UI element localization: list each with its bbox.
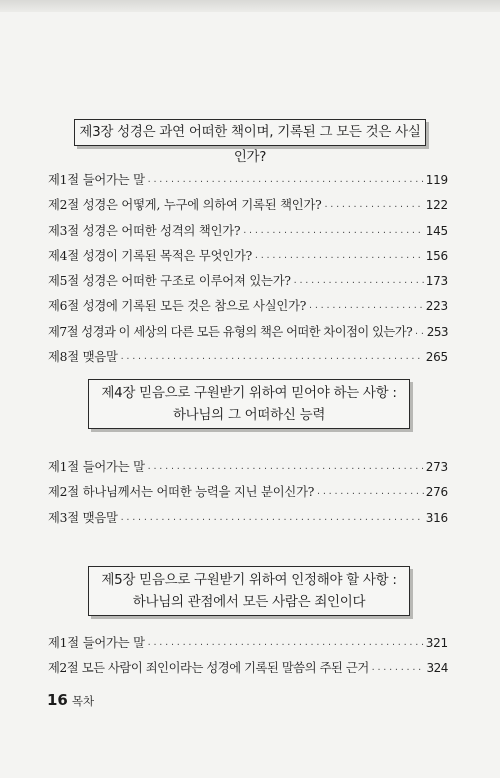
dot-leader [414, 329, 425, 338]
toc-entry-page: 156 [425, 248, 448, 263]
dot-leader [293, 278, 424, 287]
chapter-5-toc [48, 633, 448, 684]
chapter-5-heading-box [88, 566, 410, 616]
chapter-3-toc [48, 170, 448, 372]
dot-leader [147, 640, 424, 649]
chapter-4-toc [48, 457, 448, 533]
toc-entry-title: 제4절 성경이 기록된 목적은 무엇인가? [48, 248, 253, 263]
toc-entry-page: 321 [425, 636, 448, 650]
toc-entry-page: 273 [425, 460, 448, 474]
toc-entry[interactable] [48, 508, 448, 533]
toc-entry-title: 제7절 성경과 이 세상의 다른 모든 유형의 책은 어떠한 차이점이 있는가? [48, 324, 413, 339]
toc-entry-page: 324 [426, 661, 448, 676]
toc-entry[interactable] [48, 658, 448, 683]
toc-entry[interactable] [48, 170, 448, 195]
dot-leader [316, 489, 424, 498]
toc-entry-title: 제2절 모든 사람이 죄인이라는 성경에 기록된 말씀의 주된 근거 [48, 661, 369, 676]
toc-entry[interactable] [48, 457, 448, 482]
toc-entry-title: 제1절 들어가는 말 [48, 173, 145, 187]
toc-entry-title: 제6절 성경에 기록된 모든 것은 참으로 사실인가? [48, 299, 307, 314]
toc-entry-page: 223 [425, 299, 448, 314]
chapter-4-heading-box [88, 379, 410, 429]
toc-entry[interactable] [48, 271, 448, 296]
dot-leader [147, 177, 424, 186]
toc-entry[interactable] [48, 221, 448, 246]
chapter-5-heading-line-2: 하나님의 관점에서 모든 사람은 죄인이다 [132, 594, 366, 610]
toc-entry-title: 제1절 들어가는 말 [48, 460, 145, 474]
top-shadow [0, 0, 500, 12]
toc-entry-page: 316 [425, 510, 448, 525]
dot-leader [120, 354, 424, 363]
dot-leader [147, 464, 424, 473]
toc-entry[interactable] [48, 347, 448, 372]
toc-entry-title: 제8절 맺음말 [48, 350, 118, 365]
chapter-3-heading: 제3장 성경은 과연 어떠한 책이며, 기록된 그 모든 것은 사실인가? [79, 124, 421, 165]
chapter-4-heading-line-2: 하나님의 그 어떠하신 능력 [172, 407, 326, 423]
toc-entry-page: 253 [426, 324, 448, 339]
toc-entry-title: 제3절 맺음말 [48, 510, 118, 525]
page-number: 16 [47, 691, 68, 709]
toc-entry-page: 265 [425, 350, 448, 365]
toc-entry-title: 제2절 하나님께서는 어떠한 능력을 지닌 분이신가? [48, 485, 315, 500]
toc-entry[interactable] [48, 296, 448, 321]
toc-entry[interactable] [48, 482, 448, 507]
toc-entry-title: 제3절 성경은 어떠한 성격의 책인가? [48, 223, 241, 238]
chapter-4-heading-line-1: 제4장 믿음으로 구원받기 위하여 믿어야 하는 사항 : [101, 385, 397, 401]
toc-entry-page: 145 [425, 223, 448, 238]
toc-entry-page: 276 [425, 485, 448, 500]
toc-entry-page: 173 [425, 274, 448, 289]
toc-entry-page: 119 [425, 173, 448, 187]
page-footer [47, 690, 94, 709]
chapter-3-heading-box [74, 119, 426, 165]
toc-entry-page: 122 [425, 198, 448, 213]
dot-leader [371, 665, 425, 674]
dot-leader [120, 515, 424, 524]
dot-leader [242, 228, 423, 237]
running-footer-label: 목차 [71, 694, 95, 708]
dot-leader [308, 303, 424, 312]
toc-entry[interactable] [48, 195, 448, 220]
chapter-5-heading-line-1: 제5장 믿음으로 구원받기 위하여 인정해야 할 사항 : [101, 572, 397, 588]
toc-entry-title: 제1절 들어가는 말 [48, 636, 145, 650]
toc-entry[interactable] [48, 246, 448, 271]
toc-entry-title: 제2절 성경은 어떻게, 누구에 의하여 기록된 책인가? [48, 198, 322, 213]
dot-leader [254, 253, 424, 262]
toc-entry[interactable] [48, 633, 448, 658]
toc-entry[interactable] [48, 322, 448, 347]
toc-entry-title: 제5절 성경은 어떠한 구조로 이루어져 있는가? [48, 274, 291, 289]
dot-leader [324, 202, 424, 211]
